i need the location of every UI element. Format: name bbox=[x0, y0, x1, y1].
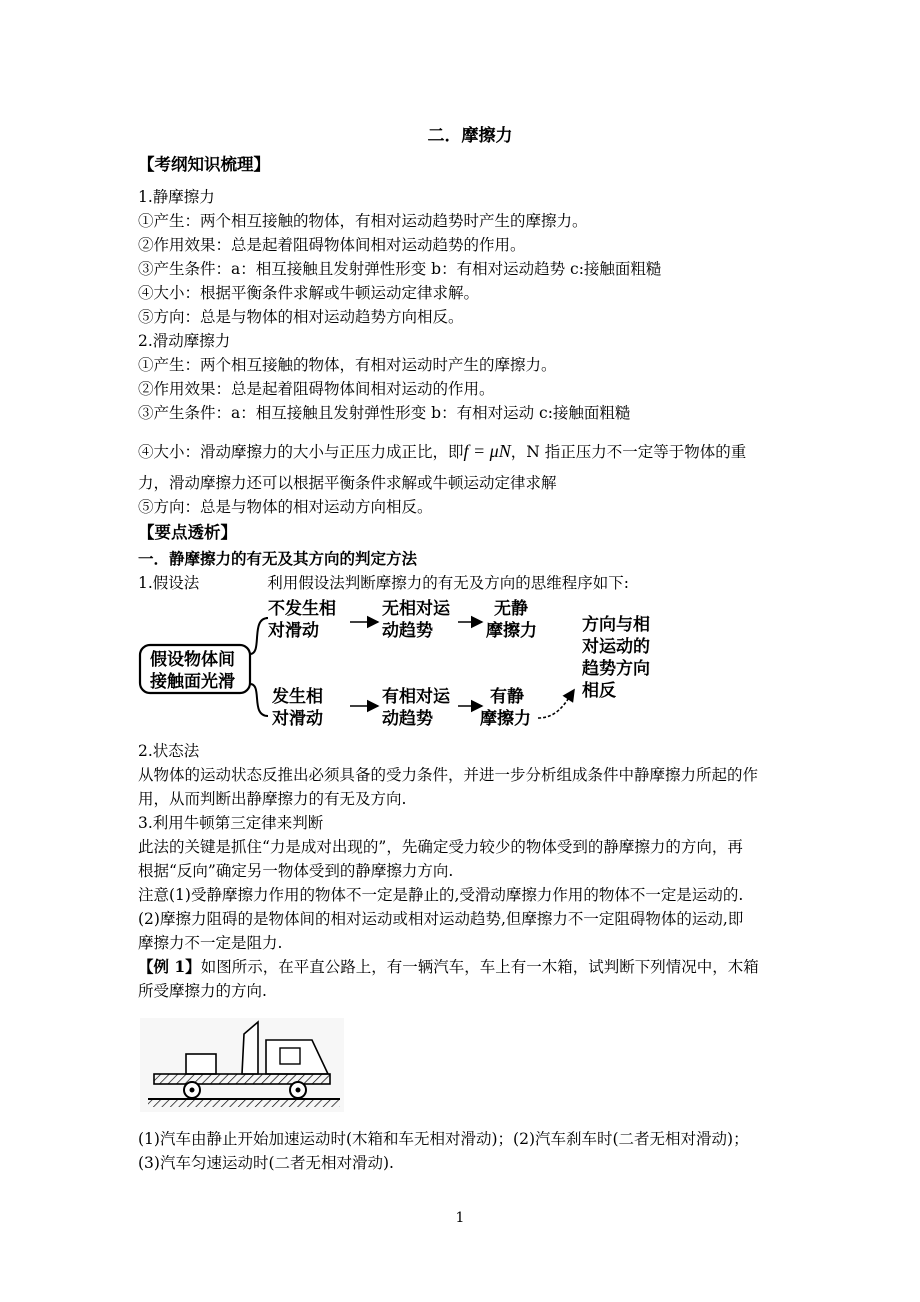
brace-top bbox=[250, 618, 268, 654]
truck-bed bbox=[154, 1074, 330, 1084]
start-line-2: 接触面光滑 bbox=[150, 672, 235, 692]
example-line-2: 所受摩擦力的方向. bbox=[138, 982, 267, 1000]
bottom-mid-line-1: 有相对运 bbox=[382, 687, 450, 707]
sliding-size-suffix: ，N 指正压力不一定等于物体的重 bbox=[510, 443, 747, 461]
newton-line-2: 根据“反向”确定另一物体受到的静摩擦力方向. bbox=[138, 862, 454, 880]
bottom-mid-line-2: 动趋势 bbox=[382, 709, 433, 729]
front-wheel-hub bbox=[296, 1088, 301, 1093]
page-title: 二．摩擦力 bbox=[427, 126, 513, 146]
example-cases-line-1: (1)汽车由静止开始加速运动时(木箱和车无相对滑动)；(2)汽车刹车时(二者无相对滑动)； bbox=[138, 1130, 749, 1148]
top-mid-line-1: 无相对运 bbox=[382, 599, 450, 619]
method-heading: 一．静摩擦力的有无及其方向的判定方法 bbox=[138, 550, 418, 568]
state-line-2: 用，从而判断出静摩擦力的有无及方向. bbox=[138, 790, 407, 808]
sliding-friction-heading: 2.滑动摩擦力 bbox=[138, 332, 231, 350]
note-line-1: 注意(1)受静摩擦力作用的物体不一定是静止的,受滑动摩擦力作用的物体不一定是运动的. bbox=[138, 886, 744, 904]
state-line-1: 从物体的运动状态反推出必须具备的受力条件，并进一步分析组成条件中静摩擦力所起的作 bbox=[138, 766, 759, 784]
page-number: 1 bbox=[455, 1210, 465, 1226]
assumption-flowchart bbox=[138, 598, 666, 732]
top-branch-line-1: 不发生相 bbox=[268, 599, 336, 619]
sliding-item-1: ①产生：两个相互接触的物体，有相对运动时产生的摩擦力。 bbox=[138, 356, 557, 374]
sliding-item-2: ②作用效果：总是起着阻碍物体间相对运动的作用。 bbox=[138, 380, 495, 398]
static-friction-heading: 1.静摩擦力 bbox=[138, 188, 215, 206]
start-line-1: 假设物体间 bbox=[150, 650, 235, 670]
truck-figure bbox=[140, 1018, 344, 1112]
cab-window bbox=[280, 1048, 300, 1064]
result-line-3: 趋势方向 bbox=[582, 659, 650, 679]
bottom-branch-line-1: 发生相 bbox=[272, 687, 323, 707]
example-cases-line-2: (3)汽车匀速运动时(二者无相对滑动). bbox=[138, 1154, 394, 1172]
assume-method-line bbox=[138, 572, 629, 594]
result-line-2: 对运动的 bbox=[582, 637, 650, 657]
static-item-5: ⑤方向：总是与物体的相对运动趋势方向相反。 bbox=[138, 308, 464, 326]
state-method-label: 2.状态法 bbox=[138, 742, 200, 760]
bottom-branch-line-2: 对滑动 bbox=[272, 709, 323, 729]
newton-method-label: 3.利用牛顿第三定律来判断 bbox=[138, 814, 324, 832]
bottom-end-line-1: 有静 bbox=[490, 687, 524, 707]
section-heading-kaogang: 【考纲知识梳理】 bbox=[138, 155, 270, 174]
section-heading-yaodian: 【要点透析】 bbox=[138, 523, 237, 542]
note-line-2: (2)摩擦力阻碍的是物体间的相对运动或相对运动趋势,但摩擦力不一定阻碍物体的运动,即 bbox=[138, 910, 744, 928]
result-line-4: 相反 bbox=[582, 681, 616, 701]
static-item-4: ④大小：根据平衡条件求解或牛顿运动定律求解。 bbox=[138, 284, 480, 302]
arrow-to-result bbox=[538, 690, 574, 718]
top-branch-line-2: 对滑动 bbox=[268, 621, 319, 641]
top-end-line-1: 无静 bbox=[494, 599, 528, 619]
sliding-size-prefix: ④大小：滑动摩擦力的大小与正压力成正比，即 bbox=[138, 443, 464, 461]
sliding-direction: ⑤方向：总是与物体的相对运动方向相反。 bbox=[138, 498, 433, 516]
road-hatch bbox=[148, 1100, 340, 1107]
wooden-box bbox=[186, 1054, 216, 1074]
example-text-1: 如图所示，在平直公路上，有一辆汽车，车上有一木箱，试判断下列情况中，木箱 bbox=[200, 958, 759, 976]
example-tag: 【例 1】 bbox=[138, 957, 201, 976]
assume-text: 利用假设法判断摩擦力的有无及方向的思维程序如下: bbox=[267, 574, 630, 592]
rear-wheel-hub bbox=[190, 1088, 195, 1093]
note-line-3: 摩擦力不一定是阻力. bbox=[138, 934, 283, 952]
assume-label: 1.假设法 bbox=[138, 574, 200, 592]
newton-line-1: 此法的关键是抓住“力是成对出现的”，先确定受力较少的物体受到的静摩擦力的方向，再 bbox=[138, 838, 743, 856]
sliding-item-3: ③产生条件：a：相互接触且发射弹性形变 b：有相对运动 c:接触面粗糙 bbox=[138, 404, 631, 422]
sliding-size-continued: 力，滑动摩擦力还可以根据平衡条件求解或牛顿运动定律求解 bbox=[138, 474, 557, 492]
example-line-1 bbox=[138, 956, 759, 978]
result-line-1: 方向与相 bbox=[582, 615, 650, 635]
sliding-size-line bbox=[138, 440, 746, 463]
brace-bottom bbox=[250, 684, 268, 716]
static-item-3: ③产生条件：a：相互接触且发射弹性形变 b：有相对运动趋势 c:接触面粗糙 bbox=[138, 260, 662, 278]
static-item-1: ①产生：两个相互接触的物体，有相对运动趋势时产生的摩擦力。 bbox=[138, 212, 588, 230]
top-mid-line-2: 动趋势 bbox=[382, 621, 433, 641]
friction-formula: f = μN bbox=[463, 441, 511, 461]
bottom-end-line-2: 摩擦力 bbox=[480, 709, 531, 729]
static-item-2: ②作用效果：总是起着阻碍物体间相对运动趋势的作用。 bbox=[138, 236, 526, 254]
top-end-line-2: 摩擦力 bbox=[486, 621, 537, 641]
